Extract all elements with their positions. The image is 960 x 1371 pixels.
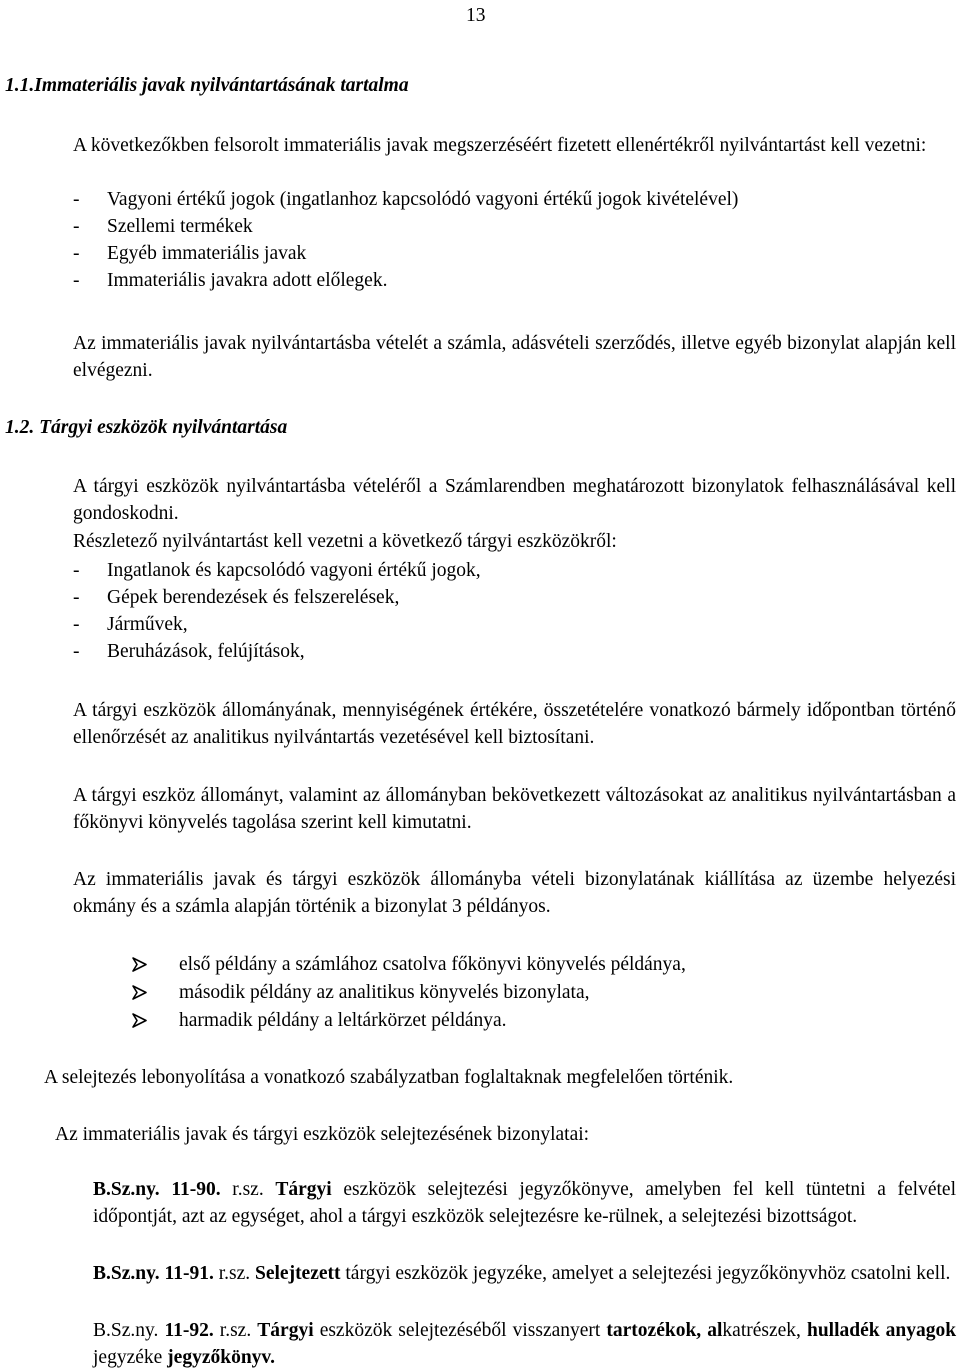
- record-note-paragraph: Az immateriális javak nyilvántartásba vételét a számla, adásvételi szerződés, illetve egyéb bizonylat alapján kell elvégezni.: [73, 333, 956, 381]
- page-number: 13: [466, 5, 486, 26]
- disposal-docs-intro: Az immateriális javak és tárgyi eszközök selejtezésének bizonylatai:: [55, 1124, 590, 1145]
- arrow-bullet-icon: [131, 951, 179, 978]
- arrow-bullet-icon: [131, 1007, 179, 1034]
- analytics-paragraph: A tárgyi eszköz állományt, valamint az állományban bekövetkezett változásokat az analitikus nyilvántartásban a főkönyvi könyvelés tagolása szerint kell kimutatni.: [73, 785, 956, 833]
- inventory-check-paragraph: A tárgyi eszközök állományának, mennyiségének értékére, összetételére vonatkozó bármely időpontban történő ellenőrzését az analitikus nyilvántartás vezetésével kell biztosítani.: [73, 700, 956, 748]
- list-item: - Gépek berendezések és felszerelések,: [73, 587, 400, 608]
- section-heading-1-2: 1.2. Tárgyi eszközök nyilvántartása: [5, 417, 288, 438]
- list-item: - Ingatlanok és kapcsolódó vagyoni értékű jogok,: [73, 560, 481, 581]
- list-item: - Egyéb immateriális javak: [73, 243, 307, 264]
- list-item: - Szellemi termékek: [73, 216, 253, 237]
- tangible-list: [73, 557, 956, 665]
- section-heading-1-1: 1.1.Immateriális javak nyilvántartásának tartalma: [5, 75, 409, 96]
- list-item: - Vagyoni értékű jogok (ingatlanhoz kapcsolódó vagyoni értékű jogok kivételével): [73, 189, 739, 210]
- form-11-90: B.Sz.ny. 11-90. r.sz. Tárgyi eszközök selejtezési jegyzőkönyve, amelyben fel kell tüntetni a felvétel időpontját, azt az egységet, ahol a tárgyi eszközök selejtezésre ke-rülnek, a selejtezési bizottságot.: [93, 1179, 956, 1227]
- list-item: - Járművek,: [73, 614, 188, 635]
- copy-bullet-1: első példány a számlához csatolva főkönyvi könyvelés példánya,: [131, 951, 686, 978]
- intro-paragraph: A következőkben felsorolt immateriális javak megszerzéséért fizetett ellenértékről nyilvántartást kell vezetni:: [73, 135, 927, 156]
- tangible-paragraph: A tárgyi eszközök nyilvántartásba vételéről a Számlarendben meghatározott bizonylatok felhasználásával kell gondoskodni.: [73, 476, 956, 524]
- form-11-92: B.Sz.ny. 11-92. r.sz. Tárgyi eszközök selejtezéséből visszanyert tartozékok, alkatrészek, hulladék anyagok jegyzéke jegyzőkönyv.: [93, 1320, 957, 1368]
- arrow-bullet-icon: [131, 979, 179, 1006]
- detail-list-intro: Részletező nyilvántartást kell vezetni a következő tárgyi eszközökről:: [73, 531, 617, 552]
- receipt-paragraph: Az immateriális javak és tárgyi eszközök állományba vételi bizonylatának kiállítása az üzembe helyezési okmány és a számla alapján történik a bizonylat 3 példányos.: [73, 869, 956, 917]
- intangible-list: [73, 186, 956, 294]
- copy-bullet-3: harmadik példány a leltárkörzet példánya.: [131, 1007, 507, 1034]
- copy-bullet-2: második példány az analitikus könyvelés bizonylata,: [131, 979, 589, 1006]
- list-item: - Immateriális javakra adott előlegek.: [73, 270, 388, 291]
- list-item: - Beruházások, felújítások,: [73, 641, 305, 662]
- disposal-paragraph: A selejtezés lebonyolítása a vonatkozó szabályzatban foglaltaknak megfelelően történik.: [44, 1067, 734, 1088]
- form-11-91: B.Sz.ny. 11-91. r.sz. Selejtezett tárgyi eszközök jegyzéke, amelyet a selejtezési jegyzőkönyvhöz csatolni kell.: [93, 1263, 951, 1284]
